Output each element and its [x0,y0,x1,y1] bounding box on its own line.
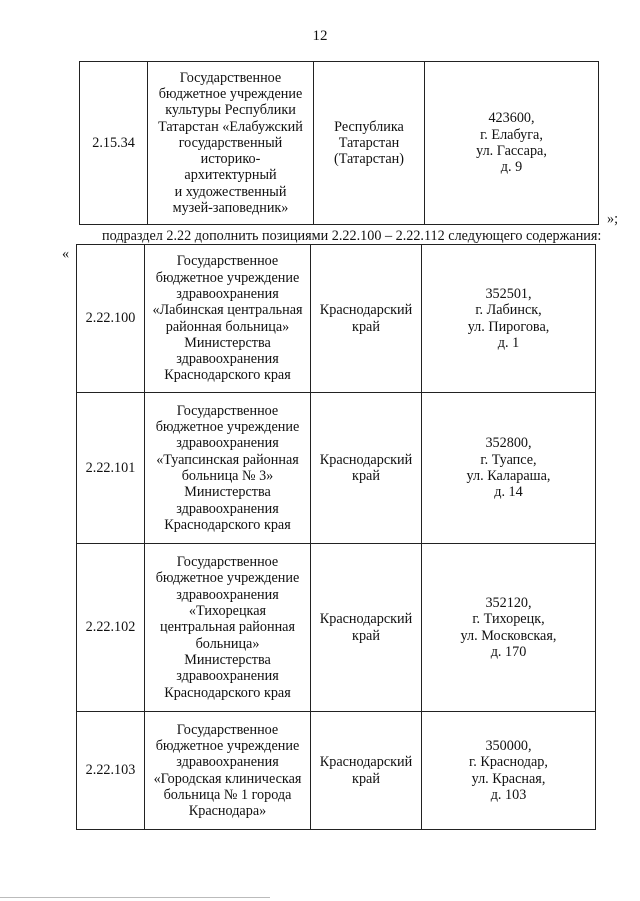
position-number-cell: 2.22.100 [77,245,145,393]
region-cell: Республика Татарстан (Татарстан) [314,62,425,225]
institution-name-cell: Государственное бюджетное учреждение здравоохранения «Тихорецкая центральная районная больница» Министерства здравоохранения Краснодарского края [145,544,311,712]
address-cell: 352501, г. Лабинск, ул. Пирогова, д. 1 [422,245,596,393]
institution-name-cell: Государственное бюджетное учреждение культуры Республики Татарстан «Елабужский государственный историко- архитектурный и художественный музей-заповедник» [148,62,314,225]
address-cell: 352800, г. Туапсе, ул. Калараша, д. 14 [422,393,596,544]
table-row [77,544,596,712]
opening-quote-mark: « [62,246,70,262]
position-number-cell: 2.22.103 [77,712,145,830]
region-cell: Краснодарский край [311,712,422,830]
scan-artifact-line [0,897,270,898]
institution-name-cell: Государственное бюджетное учреждение здравоохранения «Лабинская центральная районная больница» Министерства здравоохранения Краснодарского края [145,245,311,393]
address-cell: 352120, г. Тихорецк, ул. Московская, д. 170 [422,544,596,712]
institution-name-cell: Государственное бюджетное учреждение здравоохранения «Туапсинская районная больница № 3» Министерства здравоохранения Краснодарского края [145,393,311,544]
address-cell: 423600, г. Елабуга, ул. Гассара, д. 9 [425,62,599,225]
position-number-cell: 2.22.101 [77,393,145,544]
address-cell: 350000, г. Краснодар, ул. Красная, д. 103 [422,712,596,830]
position-number-cell: 2.15.34 [80,62,148,225]
table-row [80,62,599,225]
closing-quote-mark: »; [607,211,619,227]
section-intro-text: подраздел 2.22 дополнить позициями 2.22.100 – 2.22.112 следующего содержания: [102,228,602,244]
table-row [77,245,596,393]
region-cell: Краснодарский край [311,544,422,712]
position-number-cell: 2.22.102 [77,544,145,712]
region-cell: Краснодарский край [311,245,422,393]
institutions-table-section-2-22 [76,244,596,830]
page-number: 12 [312,28,328,44]
table-row [77,393,596,544]
institution-name-cell: Государственное бюджетное учреждение здравоохранения «Городская клиническая больница № 1 города Краснодара» [145,712,311,830]
table-row [77,712,596,830]
institutions-table-section-2-15 [79,61,599,225]
region-cell: Краснодарский край [311,393,422,544]
